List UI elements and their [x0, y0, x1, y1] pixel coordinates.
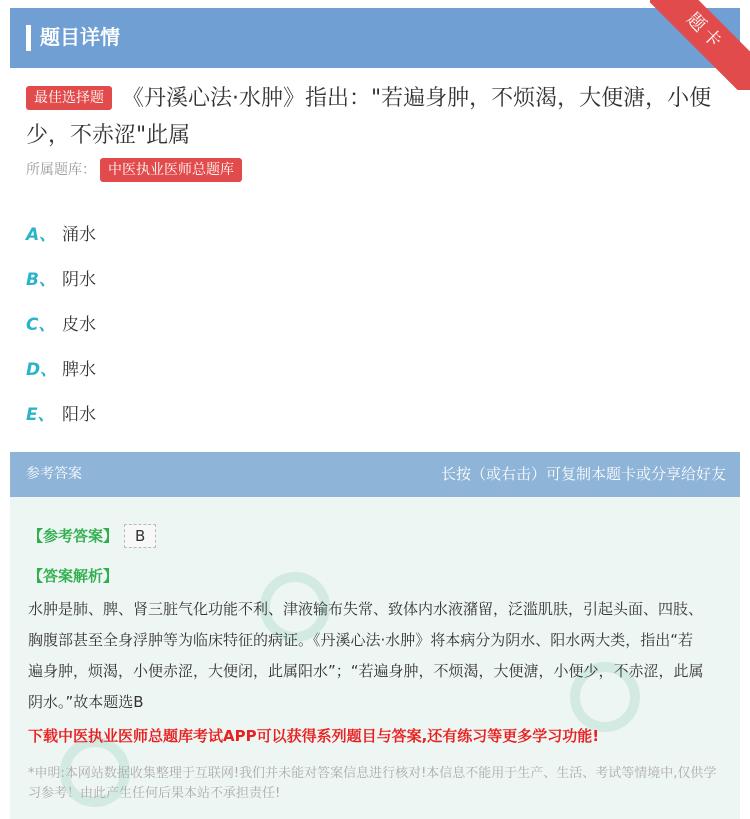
- download-promo-link[interactable]: 下载中医执业医师总题库考试APP可以获得系列题目与答案,还有练习等更多学习功能!: [28, 727, 600, 745]
- page-title: 题目详情: [40, 25, 120, 49]
- question-text: 《丹溪心法·水肿》指出："若遍身肿，不烦渴，大便溏，小便少，不赤涩"此属: [26, 86, 712, 148]
- bank-label: 所属题库：: [26, 162, 96, 178]
- answer-value: B: [124, 524, 156, 548]
- option-d[interactable]: [26, 345, 96, 390]
- analysis-label: 【答案解析】: [28, 567, 119, 585]
- answer-header-label: 参考答案: [26, 466, 82, 482]
- ribbon-label[interactable]: 题卡: [650, 0, 750, 90]
- option-letter: E、: [26, 405, 55, 425]
- option-text: 阳水: [62, 405, 96, 425]
- option-letter: C、: [26, 315, 56, 335]
- reference-answer: [28, 524, 156, 548]
- option-letter: B、: [26, 270, 56, 290]
- option-text: 皮水: [62, 315, 96, 335]
- share-hint: 长按（或右击）可复制本题卡或分享给好友: [440, 465, 726, 483]
- option-text: 涌水: [62, 225, 96, 245]
- option-text: 脾水: [62, 360, 96, 380]
- answer-label: 【参考答案】: [28, 527, 119, 545]
- question-bank-row: [26, 158, 242, 182]
- answer-header: [10, 452, 740, 497]
- question-stem: [26, 80, 726, 154]
- option-letter: D、: [26, 360, 58, 380]
- analysis-text: 水肿是肺、脾、肾三脏气化功能不利、津液输布失常、致体内水液潴留，泛滥肌肤，引起头面、四肢、胸腹部甚至全身浮肿等为临床特征的病证。《丹溪心法·水肿》将本病分为阴水、阳水两大类，指出“若遍身肿，烦渴，小便赤涩，大便闭，此属阳水”；“若遍身肿，不烦渴，大便溏，小便少，不赤涩，此属阴水。”故本题选B: [28, 600, 704, 711]
- option-letter: A、: [26, 225, 57, 245]
- question-card-ribbon[interactable]: [650, 0, 750, 90]
- disclaimer-text: *申明:本网站数据收集整理于互联网!我们并未能对答案信息进行核对!本信息不能用于生产、生活、考试等情境中,仅供学习参考！由此产生任何后果本站不承担责任!: [28, 766, 717, 801]
- header-accent-bar: [26, 25, 31, 51]
- answer-panel: [10, 452, 740, 819]
- option-c[interactable]: [26, 300, 96, 345]
- question-type-badge: 最佳选择题: [26, 86, 112, 110]
- option-text: 阴水: [62, 270, 96, 290]
- option-b[interactable]: [26, 255, 96, 300]
- option-a[interactable]: [26, 210, 96, 255]
- options-list: [26, 210, 96, 435]
- bank-link[interactable]: 中医执业医师总题库: [100, 158, 242, 182]
- header-bar: [10, 8, 740, 68]
- option-e[interactable]: [26, 390, 96, 435]
